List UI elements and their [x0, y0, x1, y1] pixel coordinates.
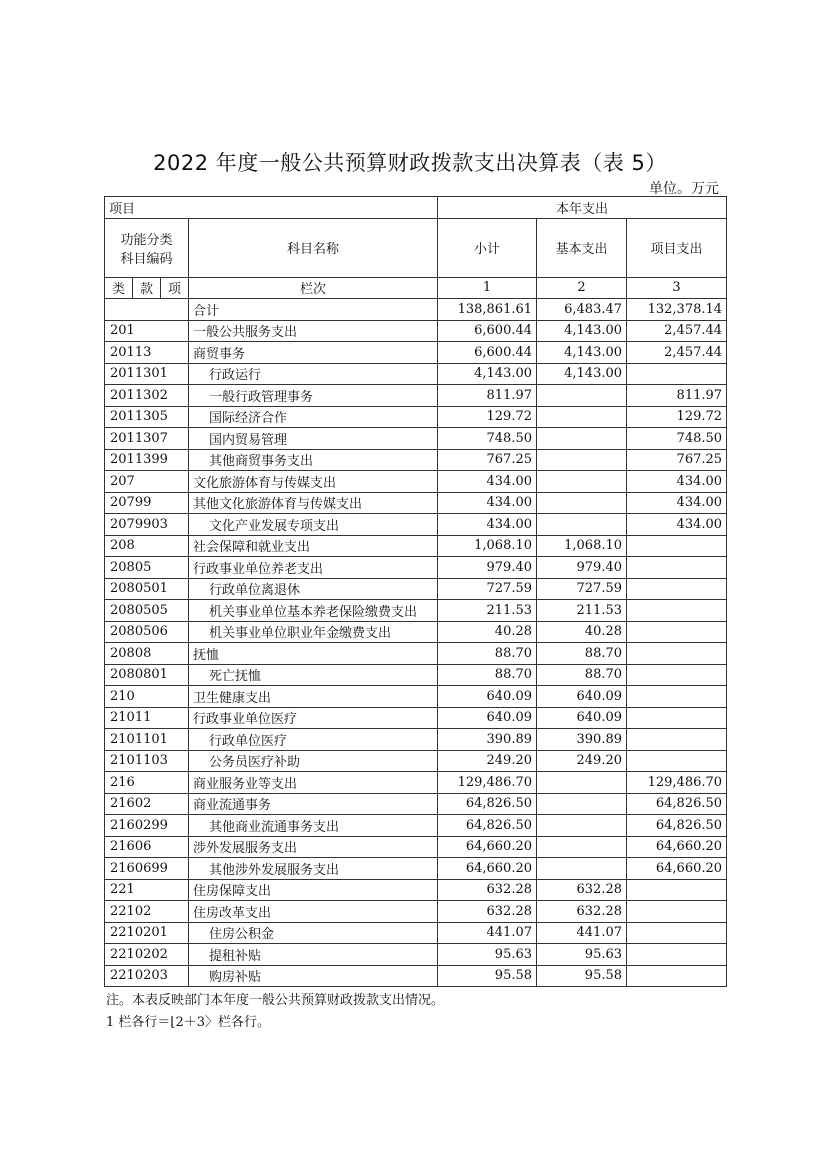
- row-subtotal: 249.20: [438, 750, 537, 772]
- row-project: 64,826.50: [627, 793, 727, 815]
- row-subject-name: 社会保障和就业支出: [189, 535, 438, 557]
- row-subject-name: 住房改革支出: [189, 901, 438, 923]
- table-row: [105, 858, 727, 880]
- table-row: [105, 879, 727, 901]
- row-code: 2210203: [105, 965, 189, 987]
- row-basic: [537, 492, 627, 514]
- row-subject-name: 行政事业单位养老支出: [189, 557, 438, 579]
- row-project: [627, 621, 727, 643]
- total-basic: 6,483.47: [537, 299, 627, 321]
- row-project: 2,457.44: [627, 320, 727, 342]
- table-row: [105, 471, 727, 493]
- row-code: 20805: [105, 557, 189, 579]
- row-subject-name: 购房补贴: [189, 965, 438, 987]
- row-basic: [537, 428, 627, 450]
- row-code: 20808: [105, 643, 189, 665]
- row-project: 64,660.20: [627, 858, 727, 880]
- row-project: [627, 643, 727, 665]
- row-code: 2080501: [105, 578, 189, 600]
- header-current-year: 本年支出: [438, 197, 727, 219]
- row-subject-name: 行政运行: [189, 363, 438, 385]
- col-index-1: 1: [438, 277, 537, 299]
- row-basic: [537, 514, 627, 536]
- row-code: 207: [105, 471, 189, 493]
- table-body: [105, 197, 727, 987]
- table-row: [105, 578, 727, 600]
- row-code: 2080505: [105, 600, 189, 622]
- row-subject-name: 抚恤: [189, 643, 438, 665]
- table-row: [105, 643, 727, 665]
- row-subject-name: 行政单位离退休: [189, 578, 438, 600]
- row-basic: 211.53: [537, 600, 627, 622]
- row-subtotal: 640.09: [438, 707, 537, 729]
- header-project-exp: 项目支出: [627, 218, 727, 277]
- row-subject-name: 提租补贴: [189, 944, 438, 966]
- row-subject-name: 其他商贸事务支出: [189, 449, 438, 471]
- row-subtotal: 88.70: [438, 643, 537, 665]
- row-code: 2101101: [105, 729, 189, 751]
- total-code: [105, 299, 189, 321]
- lanci-label: 栏次: [189, 277, 438, 299]
- row-subject-name: 其他涉外发展服务支出: [189, 858, 438, 880]
- total-label: 合计: [189, 299, 438, 321]
- row-subtotal: 1,068.10: [438, 535, 537, 557]
- row-code: 2210202: [105, 944, 189, 966]
- row-project: [627, 965, 727, 987]
- table-row: [105, 922, 727, 944]
- row-subject-name: 国内贸易管理: [189, 428, 438, 450]
- row-subject-name: 行政事业单位医疗: [189, 707, 438, 729]
- row-basic: 95.63: [537, 944, 627, 966]
- row-subtotal: 632.28: [438, 901, 537, 923]
- row-subtotal: 95.58: [438, 965, 537, 987]
- row-subtotal: 211.53: [438, 600, 537, 622]
- table-row: [105, 707, 727, 729]
- row-code: 2079903: [105, 514, 189, 536]
- header-subtotal: 小计: [438, 218, 537, 277]
- row-subtotal: 434.00: [438, 514, 537, 536]
- header-row-1: [105, 197, 727, 219]
- row-subtotal: 640.09: [438, 686, 537, 708]
- table-row: [105, 621, 727, 643]
- row-project: 434.00: [627, 471, 727, 493]
- row-basic: 640.09: [537, 686, 627, 708]
- row-basic: [537, 793, 627, 815]
- table-row: [105, 772, 727, 794]
- row-subtotal: 767.25: [438, 449, 537, 471]
- row-subtotal: 88.70: [438, 664, 537, 686]
- row-subtotal: 441.07: [438, 922, 537, 944]
- header-lei: 类: [105, 277, 133, 299]
- row-code: 2011302: [105, 385, 189, 407]
- row-basic: [537, 836, 627, 858]
- row-subtotal: 64,660.20: [438, 858, 537, 880]
- row-code: 2080801: [105, 664, 189, 686]
- row-basic: 249.20: [537, 750, 627, 772]
- row-subject-name: 机关事业单位基本养老保险缴费支出: [189, 600, 438, 622]
- table-row: [105, 901, 727, 923]
- row-subtotal: 129.72: [438, 406, 537, 428]
- row-subtotal: 979.40: [438, 557, 537, 579]
- table-row: [105, 965, 727, 987]
- row-project: [627, 664, 727, 686]
- row-basic: 441.07: [537, 922, 627, 944]
- row-subject-name: 文化旅游体育与传媒支出: [189, 471, 438, 493]
- row-subtotal: 727.59: [438, 578, 537, 600]
- row-basic: 632.28: [537, 879, 627, 901]
- expenditure-table: [104, 196, 727, 987]
- row-subtotal: 4,143.00: [438, 363, 537, 385]
- row-basic: 4,143.00: [537, 342, 627, 364]
- row-code: 2160699: [105, 858, 189, 880]
- row-subtotal: 6,600.44: [438, 320, 537, 342]
- row-subtotal: 811.97: [438, 385, 537, 407]
- row-code: 20799: [105, 492, 189, 514]
- row-subtotal: 95.63: [438, 944, 537, 966]
- func-class-line1: 功能分类: [120, 232, 173, 248]
- row-basic: [537, 471, 627, 493]
- col-index-3: 3: [627, 277, 727, 299]
- row-basic: [537, 406, 627, 428]
- row-subtotal: 40.28: [438, 621, 537, 643]
- row-subject-name: 死亡抚恤: [189, 664, 438, 686]
- note-line-1: 注。本表反映部门本年度一般公共预算财政拨款支出情况。: [106, 993, 445, 1008]
- row-subtotal: 632.28: [438, 879, 537, 901]
- row-basic: 632.28: [537, 901, 627, 923]
- row-basic: 390.89: [537, 729, 627, 751]
- row-code: 2160299: [105, 815, 189, 837]
- table-row: [105, 815, 727, 837]
- row-subject-name: 商业流通事务: [189, 793, 438, 815]
- row-subtotal: 434.00: [438, 492, 537, 514]
- row-project: [627, 363, 727, 385]
- row-code: 2210201: [105, 922, 189, 944]
- header-func-class: [105, 218, 189, 277]
- row-basic: 727.59: [537, 578, 627, 600]
- note-line-2: 1 栏各行＝⌊2＋3〉栏各行。: [106, 1015, 271, 1030]
- row-project: 2,457.44: [627, 342, 727, 364]
- row-code: 2011301: [105, 363, 189, 385]
- row-code: 21011: [105, 707, 189, 729]
- row-project: 434.00: [627, 514, 727, 536]
- row-basic: 40.28: [537, 621, 627, 643]
- table-row: [105, 944, 727, 966]
- row-basic: 88.70: [537, 664, 627, 686]
- row-code: 21606: [105, 836, 189, 858]
- row-subject-name: 公务员医疗补助: [189, 750, 438, 772]
- row-project: [627, 879, 727, 901]
- table-row: [105, 557, 727, 579]
- row-subtotal: 748.50: [438, 428, 537, 450]
- row-subject-name: 商业服务业等支出: [189, 772, 438, 794]
- page-title: 2022 年度一般公共预算财政拨款支出决算表（表 5）: [153, 151, 667, 175]
- row-code: 210: [105, 686, 189, 708]
- row-subtotal: 434.00: [438, 471, 537, 493]
- row-project: [627, 578, 727, 600]
- row-project: [627, 729, 727, 751]
- row-subject-name: 机关事业单位职业年金缴费支出: [189, 621, 438, 643]
- row-project: [627, 557, 727, 579]
- header-subject-name: 科目名称: [189, 218, 438, 277]
- row-code: 2101103: [105, 750, 189, 772]
- col-index-2: 2: [537, 277, 627, 299]
- table-row: [105, 342, 727, 364]
- row-basic: 4,143.00: [537, 320, 627, 342]
- row-code: 216: [105, 772, 189, 794]
- row-basic: [537, 449, 627, 471]
- table-row: [105, 750, 727, 772]
- row-code: 2080506: [105, 621, 189, 643]
- row-project: 748.50: [627, 428, 727, 450]
- row-subject-name: 文化产业发展专项支出: [189, 514, 438, 536]
- row-subtotal: 64,660.20: [438, 836, 537, 858]
- row-subject-name: 住房公积金: [189, 922, 438, 944]
- row-basic: [537, 772, 627, 794]
- unit-label: 单位。万元: [649, 181, 719, 197]
- header-project: 项目: [105, 197, 438, 219]
- row-subtotal: 390.89: [438, 729, 537, 751]
- table-row: [105, 406, 727, 428]
- row-basic: 88.70: [537, 643, 627, 665]
- header-basic: 基本支出: [537, 218, 627, 277]
- row-subtotal: 129,486.70: [438, 772, 537, 794]
- row-subtotal: 64,826.50: [438, 815, 537, 837]
- row-project: 767.25: [627, 449, 727, 471]
- row-project: 434.00: [627, 492, 727, 514]
- row-project: [627, 901, 727, 923]
- table-row: [105, 428, 727, 450]
- row-basic: 4,143.00: [537, 363, 627, 385]
- row-basic: 640.09: [537, 707, 627, 729]
- table-row: [105, 600, 727, 622]
- table-row: [105, 535, 727, 557]
- row-code: 2011399: [105, 449, 189, 471]
- row-project: 64,826.50: [627, 815, 727, 837]
- row-project: [627, 600, 727, 622]
- table-row: [105, 514, 727, 536]
- row-subject-name: 涉外发展服务支出: [189, 836, 438, 858]
- table-row: [105, 385, 727, 407]
- row-project: 129,486.70: [627, 772, 727, 794]
- table-row: [105, 836, 727, 858]
- row-subject-name: 其他文化旅游体育与传媒支出: [189, 492, 438, 514]
- row-code: 221: [105, 879, 189, 901]
- row-subject-name: 其他商业流通事务支出: [189, 815, 438, 837]
- row-code: 20113: [105, 342, 189, 364]
- row-project: 811.97: [627, 385, 727, 407]
- row-project: [627, 686, 727, 708]
- table-row: [105, 793, 727, 815]
- row-basic: 1,068.10: [537, 535, 627, 557]
- row-subject-name: 国际经济合作: [189, 406, 438, 428]
- header-xiang: 项: [161, 277, 189, 299]
- row-code: 2011307: [105, 428, 189, 450]
- row-code: 2011305: [105, 406, 189, 428]
- row-basic: 95.58: [537, 965, 627, 987]
- row-code: 201: [105, 320, 189, 342]
- row-project: 129.72: [627, 406, 727, 428]
- row-subject-name: 住房保障支出: [189, 879, 438, 901]
- row-basic: [537, 385, 627, 407]
- row-basic: [537, 858, 627, 880]
- table-row: [105, 492, 727, 514]
- row-code: 208: [105, 535, 189, 557]
- row-subject-name: 一般行政管理事务: [189, 385, 438, 407]
- row-subtotal: 64,826.50: [438, 793, 537, 815]
- row-project: [627, 707, 727, 729]
- header-kuan: 款: [133, 277, 161, 299]
- total-row: [105, 299, 727, 321]
- total-subtotal: 138,861.61: [438, 299, 537, 321]
- row-project: [627, 535, 727, 557]
- header-row-2: [105, 218, 727, 277]
- row-project: 64,660.20: [627, 836, 727, 858]
- row-project: [627, 750, 727, 772]
- table-row: [105, 686, 727, 708]
- row-basic: [537, 815, 627, 837]
- table-row: [105, 363, 727, 385]
- table-row: [105, 664, 727, 686]
- row-subject-name: 行政单位医疗: [189, 729, 438, 751]
- row-project: [627, 922, 727, 944]
- table-row: [105, 320, 727, 342]
- row-basic: 979.40: [537, 557, 627, 579]
- row-code: 22102: [105, 901, 189, 923]
- row-subtotal: 6,600.44: [438, 342, 537, 364]
- row-subject-name: 商贸事务: [189, 342, 438, 364]
- row-code: 21602: [105, 793, 189, 815]
- total-project: 132,378.14: [627, 299, 727, 321]
- table-row: [105, 449, 727, 471]
- row-subject-name: 卫生健康支出: [189, 686, 438, 708]
- lanci-row: [105, 277, 727, 299]
- row-subject-name: 一般公共服务支出: [189, 320, 438, 342]
- func-class-line2: 科目编码: [120, 251, 173, 267]
- table-row: [105, 729, 727, 751]
- row-project: [627, 944, 727, 966]
